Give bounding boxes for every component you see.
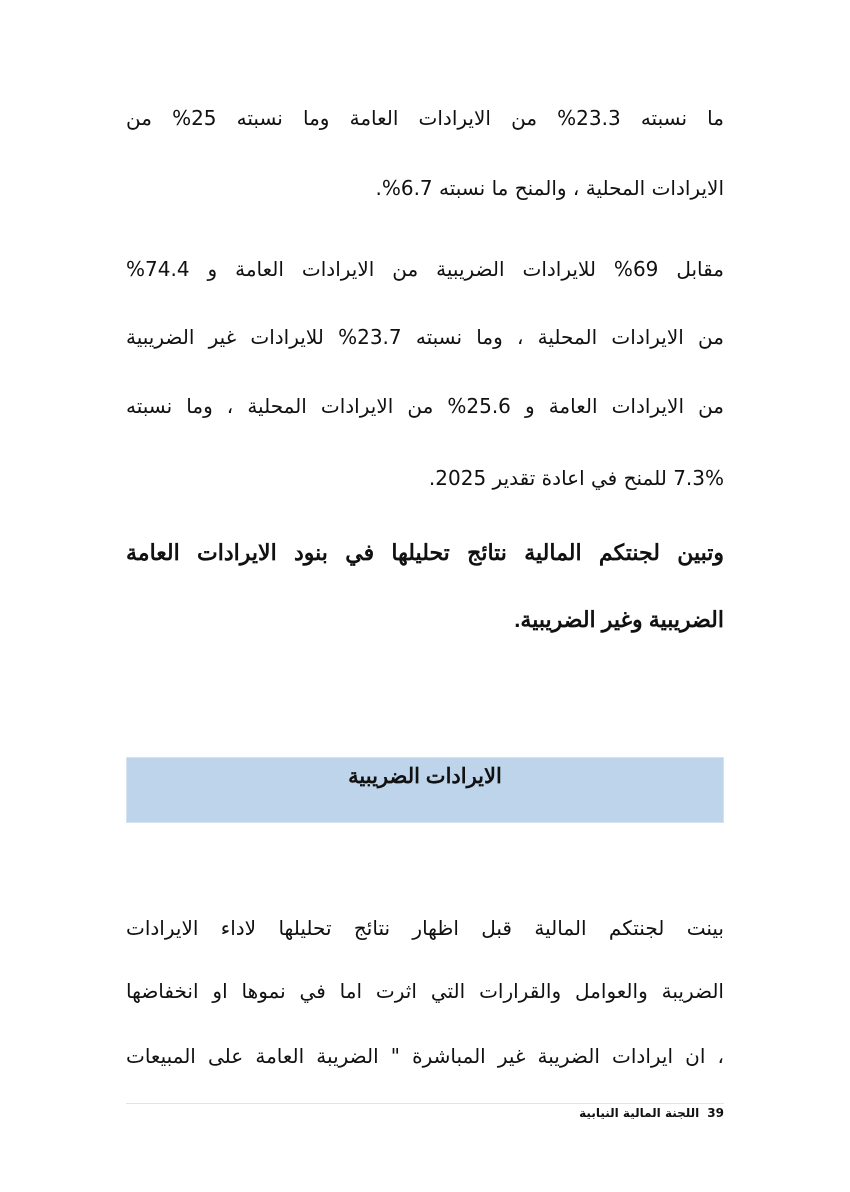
paragraph4-line-3: ، ان ايرادات الضريبة غير المباشرة " الضريبة العامة على المبيعات <box>126 1044 724 1068</box>
section-heading-band <box>126 757 724 823</box>
page-number: 39 <box>707 1106 724 1120</box>
paragraph1-line-2: الايرادات المحلية ، والمنح ما نسبته 6.7%. <box>375 176 724 200</box>
paragraph2-line-3: من الايرادات العامة و 25.6% من الايرادات المحلية ، وما نسبته <box>126 394 725 418</box>
paragraph2-line-2: من الايرادات المحلية ، وما نسبته 23.7% للايرادات غير الضريبية <box>126 325 724 349</box>
paragraph3-line-1: وتبين لجنتكم المالية نتائج تحليلها في بنود الايرادات العامة <box>126 540 724 565</box>
page-footer <box>579 1104 724 1122</box>
section-heading-title: الايرادات الضريبية <box>348 765 502 788</box>
paragraph1-line-1: ما نسبته 23.3% من الايرادات العامة وما نسبته 25% من <box>126 106 724 130</box>
paragraph3-line-2: الضريبية وغير الضريبية. <box>514 607 724 632</box>
footer-label: اللجنة المالية النيابية <box>579 1106 700 1120</box>
paragraph2-line-1: مقابل 69% للايرادات الضريبية من الايرادات العامة و 74.4% <box>126 257 724 281</box>
paragraph4-line-1: بينت لجنتكم المالية قبل اظهار نتائج تحليلها لاداء الايرادات <box>126 916 724 940</box>
paragraph2-line-4: 7.3% للمنح في اعادة تقدير 2025. <box>428 466 724 490</box>
paragraph4-line-2: الضريبة والعوامل والقرارات التي اثرت اما في نموها او انخفاضها <box>126 979 724 1003</box>
